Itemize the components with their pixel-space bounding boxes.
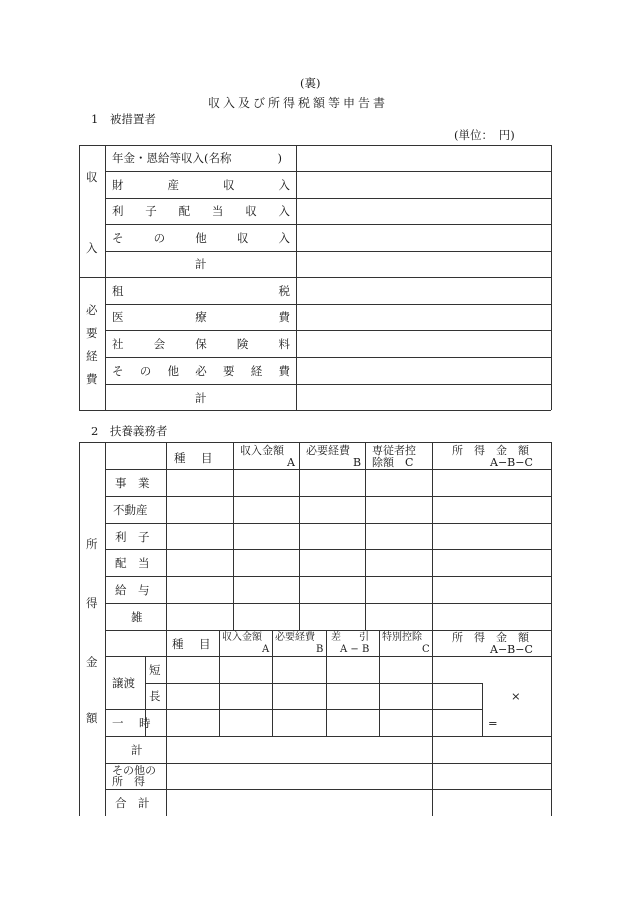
other-income-label: そ の 他 収 入	[112, 231, 290, 245]
social-insurance-label: 社 会 保 険 料	[112, 337, 290, 351]
form-title: 収入及び所得税額等申告書	[208, 96, 389, 110]
t1-header-result-formula: A−B−C	[490, 456, 533, 469]
subtotal-label: 計	[131, 743, 143, 757]
medical-label: 医 療 費	[112, 310, 290, 324]
t1-header-expense: 必要経費	[306, 444, 350, 457]
t1-header-income: 収入金額	[240, 444, 284, 457]
expense-side-label-1: 必	[86, 303, 98, 317]
t2-header-type: 種 目	[172, 637, 213, 651]
interest-dividend-label: 利 子 配 当 収 入	[112, 204, 290, 218]
other-income-label-a: その他の	[112, 764, 156, 777]
income-side-label-2: 入	[86, 241, 98, 255]
income-amount-side-3: 金	[86, 655, 98, 669]
grand-total-label: 合 計	[115, 796, 150, 810]
t1-header-result: 所 得 金 額	[452, 444, 529, 457]
tax-label: 租 税	[112, 284, 290, 298]
t2-header-special: 特別控除	[382, 632, 422, 643]
row-salary: 給 与	[115, 583, 150, 597]
t1-header-deduct2: 除額 C	[372, 456, 414, 469]
row-interest: 利 子	[115, 530, 150, 544]
income-amount-side-4: 額	[86, 711, 98, 725]
income-side-label-1: 収	[86, 170, 98, 184]
property-income-label: 財 産 収 入	[112, 178, 290, 192]
income-total-label: 計	[195, 257, 207, 271]
expense-side-label-3: 経	[86, 349, 98, 363]
t1-header-type: 種 目	[174, 451, 215, 465]
t2-header-expense: 必要経費	[275, 632, 315, 643]
transfer-long-label: 長	[149, 689, 161, 703]
equals-mark: =	[488, 716, 498, 730]
row-real-estate: 不動産	[113, 503, 148, 517]
row-business: 事 業	[115, 476, 150, 490]
expense-total-label: 計	[195, 391, 207, 405]
t1-header-deduct1: 専従者控	[372, 444, 416, 457]
row-dividend: 配 当	[115, 556, 150, 570]
t2-header-diff-code: A − B	[340, 644, 370, 655]
other-income-label-b: 所 得	[112, 775, 145, 788]
unit-label: (単位： 円)	[454, 128, 515, 142]
income-amount-side-2: 得	[86, 596, 98, 610]
expense-side-label-4: 費	[86, 372, 98, 386]
pension-income-label: 年金・恩給等収入(名称 )	[112, 151, 282, 165]
t2-header-income-code: A	[262, 644, 270, 655]
expense-side-label-2: 要	[86, 326, 98, 340]
t1-header-expense-code: B	[353, 456, 362, 469]
t2-header-special-code: C	[422, 644, 430, 655]
income-amount-side-1: 所	[86, 537, 98, 551]
other-expense-label: そ の 他 必 要 経 費	[112, 364, 290, 378]
t2-header-diff: 差 引	[331, 632, 373, 643]
t1-header-income-code: A	[287, 456, 295, 469]
t2-header-result-formula: A−B−C	[490, 643, 533, 656]
times-mark: ×	[511, 689, 521, 703]
section1-title: 1 被措置者	[91, 112, 156, 126]
transfer-label: 譲渡	[112, 676, 135, 690]
t2-header-expense-code: B	[316, 644, 324, 655]
transfer-short-label: 短	[149, 663, 161, 677]
t2-header-income: 収入金額	[222, 632, 262, 643]
lump-sum-label: 一 時	[112, 716, 153, 730]
section2-title: 2 扶養義務者	[91, 424, 168, 438]
back-side-mark: (裏)	[300, 76, 321, 90]
t2-header-result: 所 得 金 額	[452, 631, 529, 644]
row-misc: 雑	[131, 610, 143, 624]
